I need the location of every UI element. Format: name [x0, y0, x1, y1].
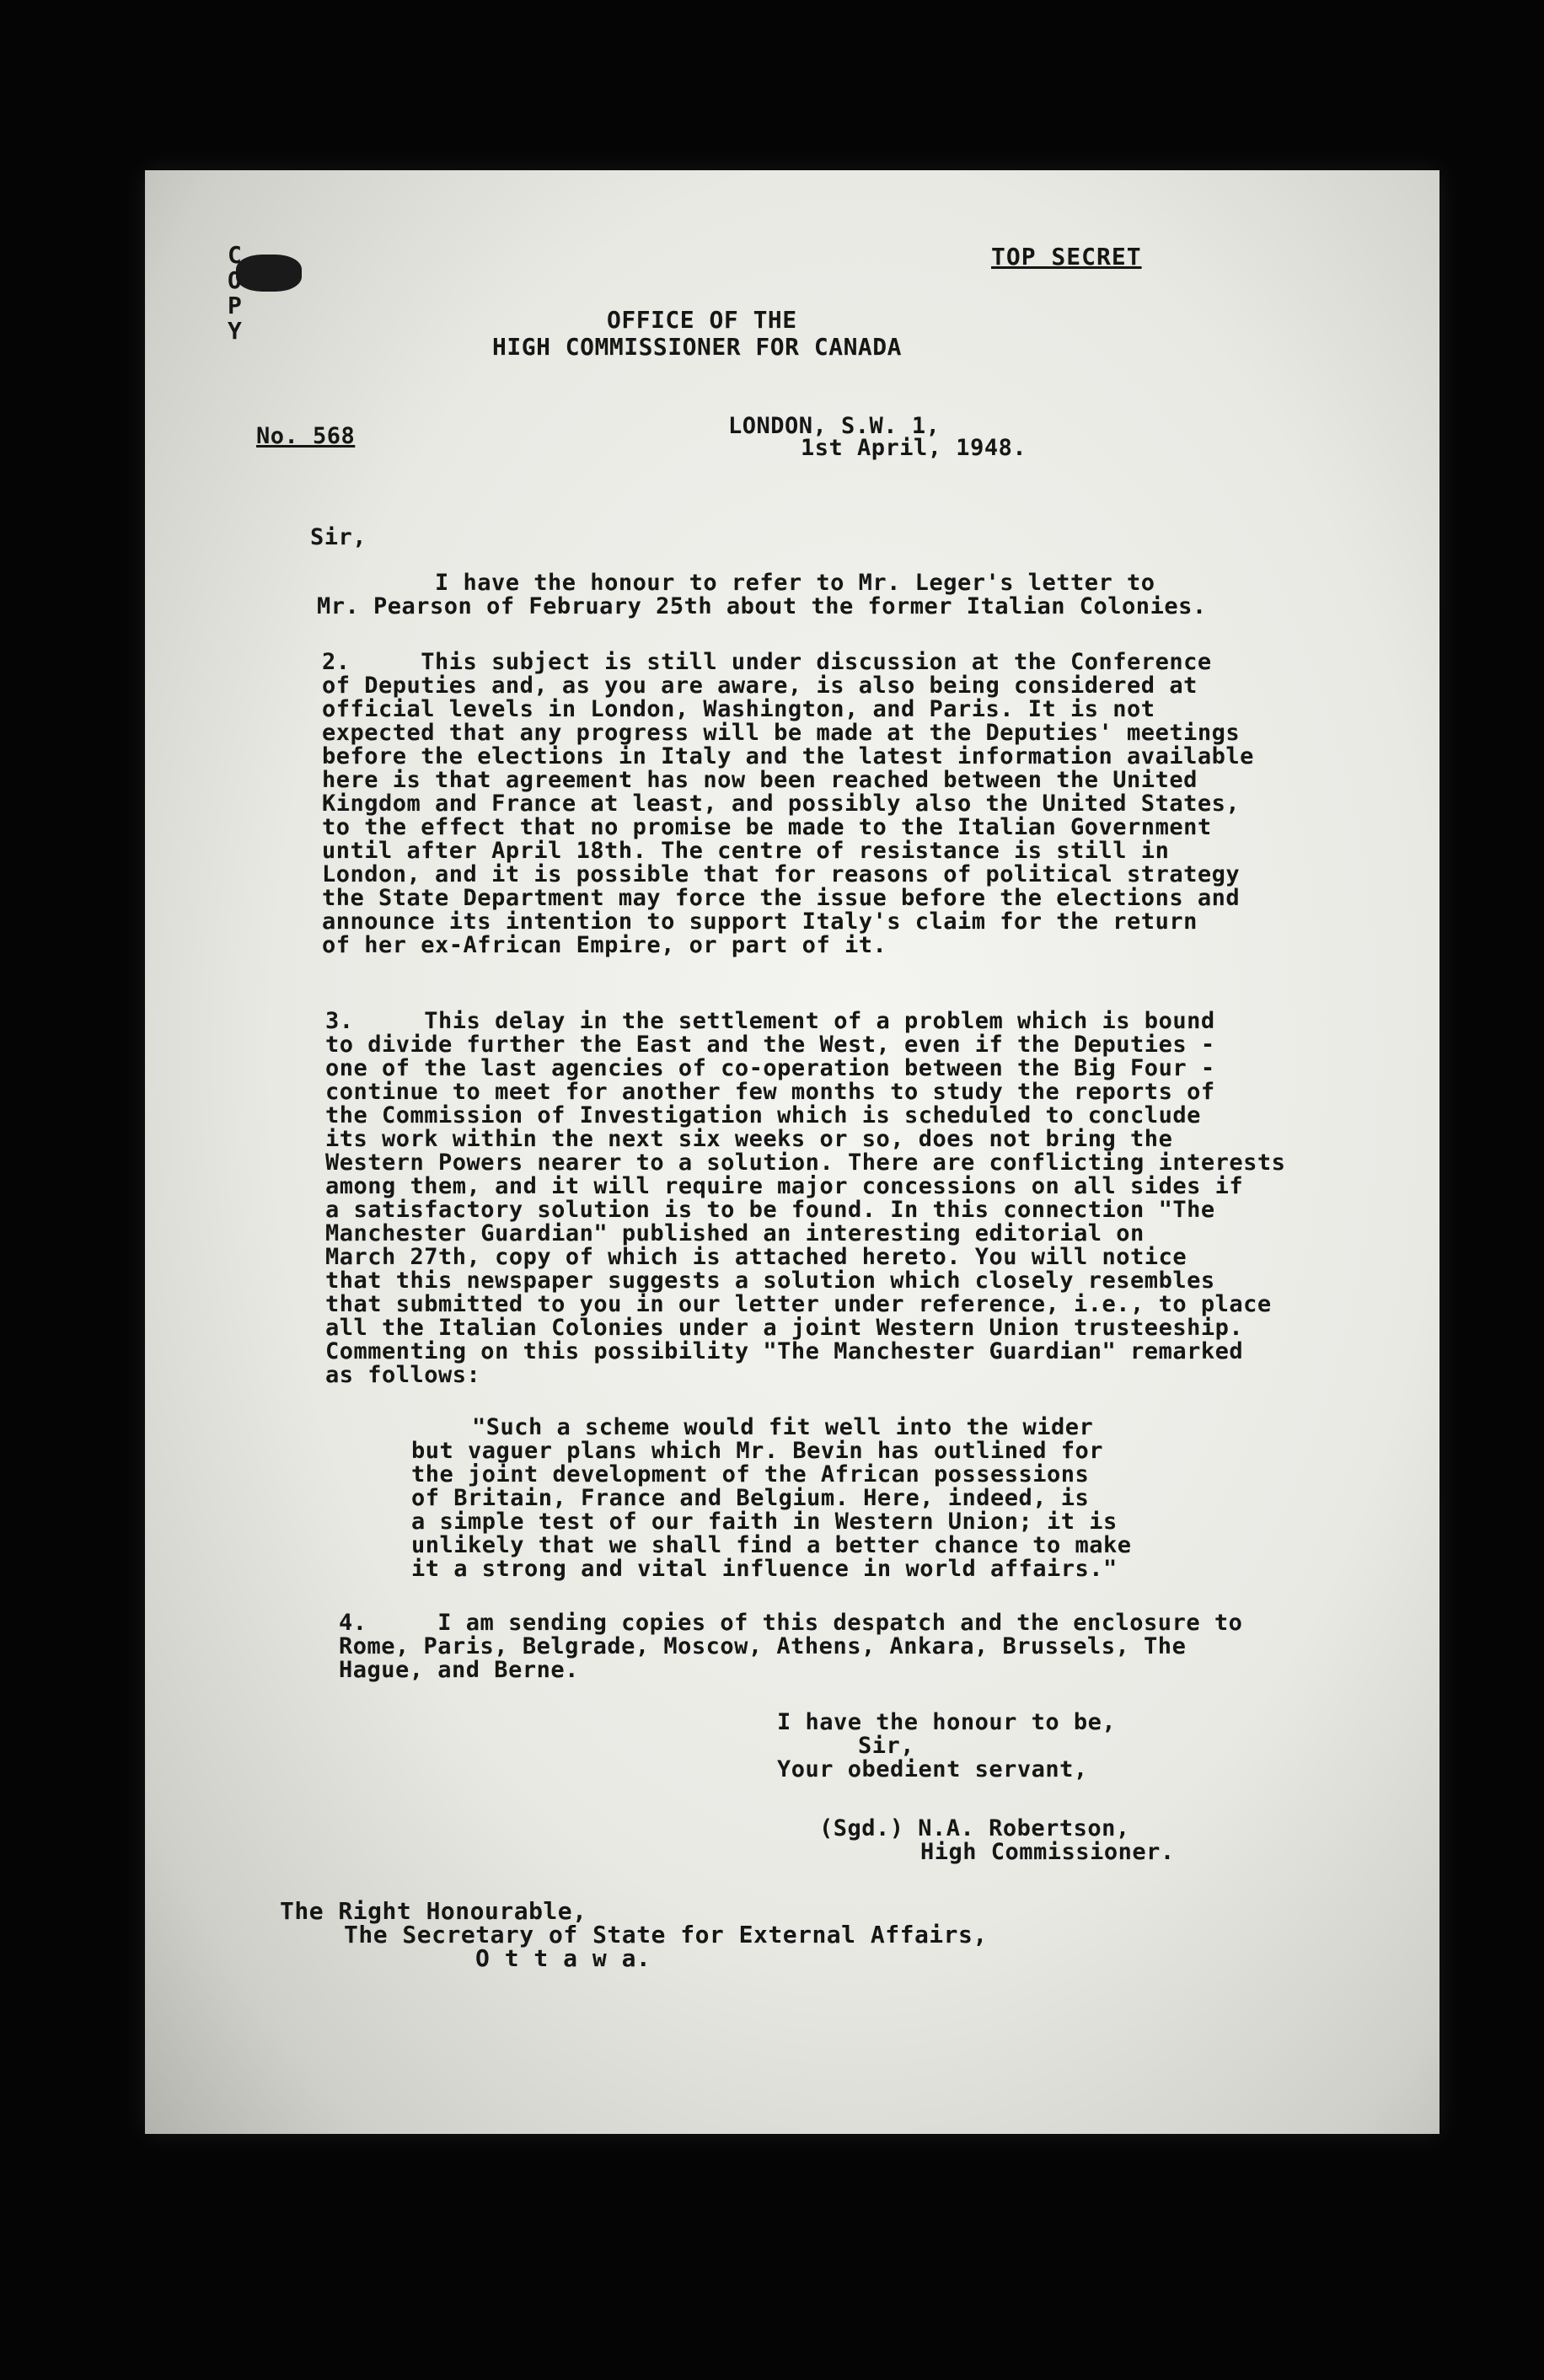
- text-line: that this newspaper suggests a solution which closely resembles: [325, 1268, 1215, 1294]
- text-line: Kingdom and France at least, and possibly also the United States,: [322, 791, 1241, 817]
- text-line: the State Department may force the issue before the elections and: [322, 885, 1241, 911]
- text-line: I have the honour to refer to Mr. Leger's letter to: [435, 570, 1155, 596]
- closing-line: I have the honour to be,: [777, 1709, 1117, 1735]
- signature-line: (Sgd.) N.A. Robertson,: [819, 1815, 1130, 1841]
- text-line: the Commission of Investigation which is scheduled to conclude: [325, 1102, 1201, 1128]
- copy-mark-letter: C: [228, 241, 242, 269]
- text-line: Manchester Guardian" published an interesting editorial on: [325, 1220, 1145, 1246]
- quote-line: it a strong and vital influence in world affairs.": [411, 1556, 1118, 1582]
- text-line: London, and it is possible that for reasons of political strategy: [322, 861, 1241, 887]
- date-line: 1st April, 1948.: [801, 435, 1027, 461]
- text-line: all the Italian Colonies under a joint Western Union trusteeship.: [325, 1315, 1244, 1341]
- copy-mark-letter: Y: [228, 317, 242, 345]
- text-line: that submitted to you in our letter under reference, i.e., to place: [325, 1291, 1272, 1317]
- text-line: until after April 18th. The centre of resistance is still in: [322, 838, 1170, 864]
- quote-line: the joint development of the African possessions: [411, 1461, 1090, 1488]
- text-line: expected that any progress will be made at the Deputies' meetings: [322, 720, 1241, 746]
- addressee-line: The Secretary of State for External Affairs,: [344, 1921, 988, 1948]
- quote-line: unlikely that we shall find a better chance to make: [411, 1532, 1132, 1558]
- text-line: one of the last agencies of co-operation between the Big Four -: [325, 1055, 1215, 1081]
- text-line: Rome, Paris, Belgrade, Moscow, Athens, Ankara, Brussels, The: [339, 1633, 1187, 1659]
- text-line: Hague, and Berne.: [339, 1657, 579, 1683]
- quote-line: but vaguer plans which Mr. Bevin has outlined for: [411, 1438, 1104, 1464]
- text-line: official levels in London, Washington, and Paris. It is not: [322, 696, 1155, 722]
- copy-mark-letter: P: [228, 292, 242, 319]
- text-line: Commenting on this possibility "The Manchester Guardian" remarked: [325, 1338, 1244, 1364]
- document-page: [145, 170, 1439, 2134]
- text-line: of her ex-African Empire, or part of it.: [322, 932, 887, 958]
- salutation: Sir,: [310, 524, 367, 550]
- signature-line: High Commissioner.: [920, 1839, 1175, 1865]
- text-line: here is that agreement has now been reached between the United: [322, 767, 1198, 793]
- text-line: 4. I am sending copies of this despatch and the enclosure to: [339, 1610, 1243, 1636]
- text-line: its work within the next six weeks or so, does not bring the: [325, 1126, 1173, 1152]
- quote-line: a simple test of our faith in Western Union; it is: [411, 1509, 1118, 1535]
- despatch-number: No. 568: [256, 423, 356, 449]
- text-line: to the effect that no promise be made to the Italian Government: [322, 814, 1212, 840]
- copy-mark-letter: O: [228, 266, 242, 294]
- quote-line: "Such a scheme would fit well into the wider: [472, 1414, 1094, 1440]
- text-line: Mr. Pearson of February 25th about the former Italian Colonies.: [317, 593, 1207, 619]
- text-line: before the elections in Italy and the latest information available: [322, 743, 1254, 769]
- text-line: of Deputies and, as you are aware, is also being considered at: [322, 673, 1198, 699]
- classification-marking: TOP SECRET: [991, 243, 1142, 271]
- text-line: Western Powers nearer to a solution. There are conflicting interests: [325, 1150, 1286, 1176]
- text-line: a satisfactory solution is to be found. In this connection "The: [325, 1197, 1215, 1223]
- closing-line: Your obedient servant,: [777, 1756, 1088, 1782]
- office-heading-line1: OFFICE OF THE: [607, 306, 797, 334]
- text-line: March 27th, copy of which is attached hereto. You will notice: [325, 1244, 1187, 1270]
- text-line: 3. This delay in the settlement of a problem which is bound: [325, 1008, 1215, 1034]
- text-line: announce its intention to support Italy's claim for the return: [322, 909, 1198, 935]
- quote-line: of Britain, France and Belgium. Here, indeed, is: [411, 1485, 1090, 1511]
- addressee-line: O t t a w a.: [475, 1944, 651, 1972]
- closing-line: Sir,: [858, 1733, 915, 1759]
- text-line: among them, and it will require major concessions on all sides if: [325, 1173, 1244, 1199]
- text-line: continue to meet for another few months to study the reports of: [325, 1079, 1215, 1105]
- addressee-line: The Right Honourable,: [280, 1897, 587, 1925]
- copy-mark: [228, 243, 261, 344]
- text-line: 2. This subject is still under discussion at the Conference: [322, 649, 1212, 675]
- text-line: to divide further the East and the West, even if the Deputies -: [325, 1032, 1215, 1058]
- office-heading-line2: HIGH COMMISSIONER FOR CANADA: [492, 333, 903, 361]
- place-line: LONDON, S.W. 1,: [728, 413, 941, 439]
- text-line: as follows:: [325, 1362, 481, 1388]
